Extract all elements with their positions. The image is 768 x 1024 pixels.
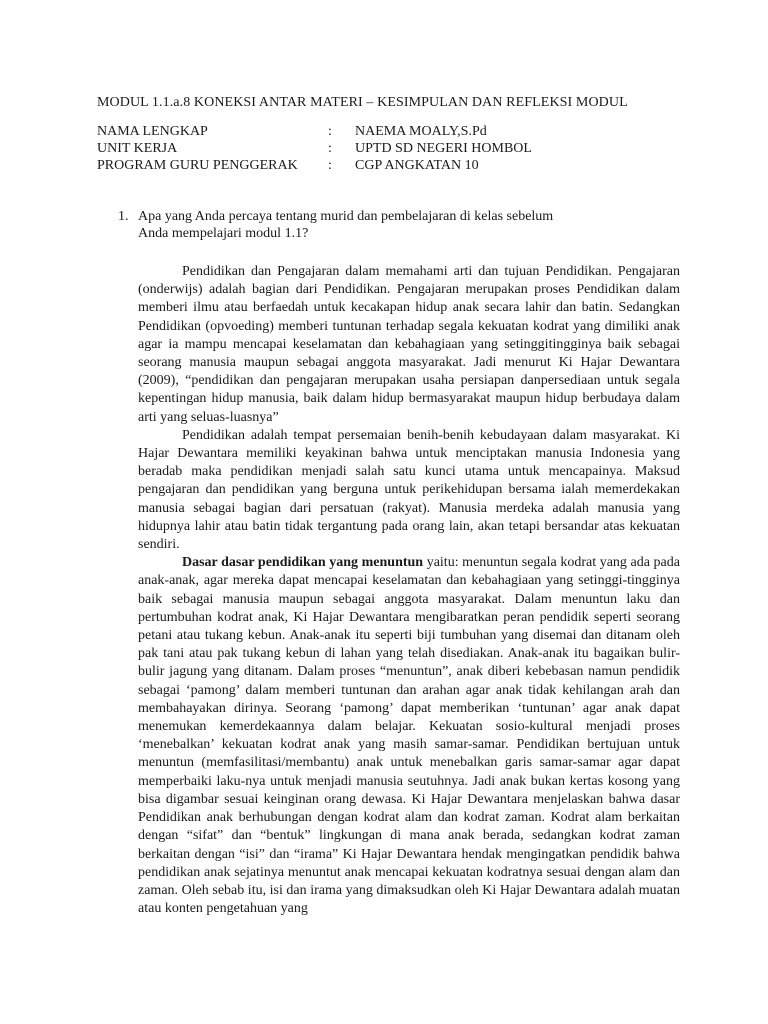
- paragraph-3: [138, 554, 680, 918]
- question-line-1: Apa yang Anda percaya tentang murid dan pembelajaran di kelas sebelum: [138, 209, 554, 224]
- info-value: CGP ANGKATAN 10: [355, 158, 479, 173]
- info-colon: :: [328, 124, 332, 139]
- info-label: UNIT KERJA: [97, 141, 178, 156]
- info-value: NAEMA MOALY,S.Pd: [355, 124, 487, 139]
- question-number: 1.: [118, 209, 129, 224]
- info-colon: :: [328, 158, 332, 173]
- paragraph-3-lead: Dasar dasar pendidikan yang menuntun: [182, 555, 424, 571]
- info-label: NAMA LENGKAP: [97, 124, 208, 139]
- paragraph-3-text: yaitu: menuntun segala kodrat yang ada pada anak-anak, agar mereka dapat mencapai keselamatan dan kebahagiaan yang setinggi-tingginya baik sebagai manusia maupun sebagai anggota masyarakat. Dalam menuntun laku dan pertumbuhan kodrat anak, Ki Hajar Dewantara mengibaratkan peran pendidik seperti seorang petani atau tukang kebun. Anak-anak itu seperti biji tumbuhan yang disemai dan ditanam oleh pak tani atau pak tukang kebun di lahan yang telah disediakan. Anak-anak itu bagaikan bulir-bulir jagung yang ditanam. Dalam proses “menuntun”, anak diberi kebebasan namun pendidik sebagai ‘pamong’ dalam memberi tuntunan dan arahan agar anak tidak kehilangan arah dan membahayakan dirinya. Seorang ‘pamong’ dapat memberikan ‘tuntunan’ agar anak dapat menemukan kemerdekaannya dalam belajar. Kekuatan sosio-kultural menjadi proses ‘menebalkan’ kekuatan kodrat anak yang masih samar-samar. Pendidikan bertujuan untuk menuntun (memfasilitasi/membantu) anak untuk menebalkan garis samar-samar agar dapat memperbaiki laku-nya untuk menjadi manusia seutuhnya. Jadi anak bukan kertas kosong yang bisa digambar sesuai keinginan orang dewasa. Ki Hajar Dewantara menjelaskan bahwa dasar Pendidikan anak berhubungan dengan kodrat alam dan kodrat zaman. Kodrat alam berkaitan dengan “sifat” dan “bentuk” lingkungan di mana anak berada, sedangkan kodrat zaman berkaitan dengan “isi” dan “irama” Ki Hajar Dewantara hendak mengingatkan pendidik bahwa pendidikan anak sejatinya menuntut anak mencapai kekuatan kodratnya sesuai dengan alam dan zaman. Oleh sebab itu, isi dan irama yang dimaksudkan oleh Ki Hajar Dewantara adalah muatan atau konten pengetahuan yang: [138, 555, 680, 917]
- info-label: PROGRAM GURU PENGGERAK: [97, 158, 298, 173]
- info-value: UPTD SD NEGERI HOMBOL: [355, 141, 532, 156]
- paragraph-1: Pendidikan dan Pengajaran dalam memahami arti dan tujuan Pendidikan. Pengajaran (onderwijs) adalah bagian dari Pendidikan. Pengajaran merupakan proses Pendidikan dalam memberi ilmu atau berfaedah untuk kecakapan hidup anak secara lahir dan batin. Sedangkan Pendidikan (opvoeding) memberi tuntunan terhadap segala kekuatan kodrat yang dimiliki anak agar ia mampu mencapai keselamatan dan kebahagiaan yang setinggitingginya baik sebagai seorang manusia maupun sebagai anggota masyarakat. Jadi menurut Ki Hajar Dewantara (2009), “pendidikan dan pengajaran merupakan usaha persiapan danpersediaan untuk segala kepentingan hidup manusia, baik dalam hidup bermasyarakat maupun hidup berbudaya dalam arti yang seluas-luasnya”: [138, 264, 680, 425]
- question-line-2: Anda mempelajari modul 1.1?: [138, 226, 309, 241]
- document-title: MODUL 1.1.a.8 KONEKSI ANTAR MATERI – KESIMPULAN DAN REFLEKSI MODUL: [97, 95, 628, 110]
- paragraph-2: Pendidikan adalah tempat persemaian benih-benih kebudayaan dalam masyarakat. Ki Hajar Dewantara memiliki keyakinan bahwa untuk menciptakan manusia Indonesia yang beradab maka pendidikan menjadi salah satu kunci utama untuk mencapainya. Maksud pengajaran dan pendidikan yang berguna untuk perikehidupan bersama ialah memerdekakan manusia sebagai bagian dari persatuan (rakyat). Manusia merdeka adalah manusia yang hidupnya lahir atau batin tidak tergantung pada orang lain, akan tetapi bersandar atas kekuatan sendiri.: [138, 427, 680, 553]
- answer-body: [138, 263, 680, 918]
- info-colon: :: [328, 141, 332, 156]
- question-text: [138, 208, 678, 242]
